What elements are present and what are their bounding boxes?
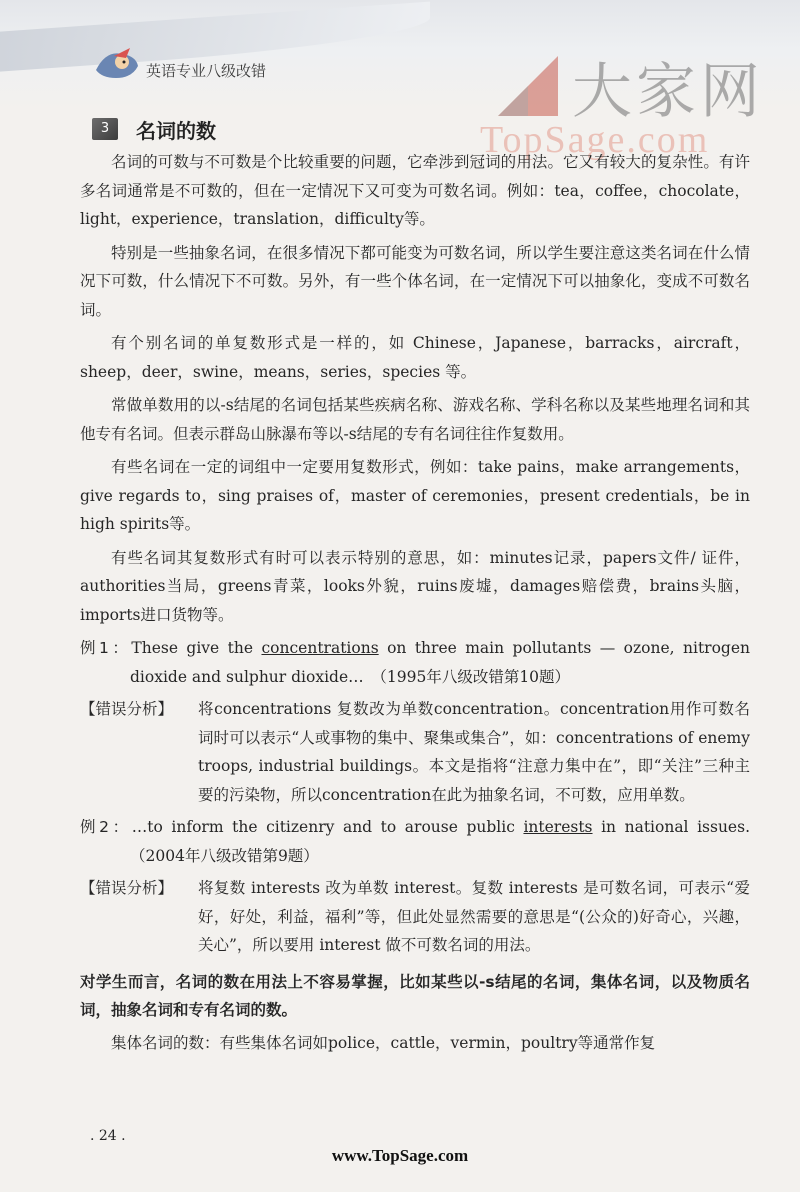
analysis-label: 【错误分析】	[80, 879, 174, 897]
paragraph: 特别是一些抽象名词，在很多情况下都可能变为可数名词，所以学生要注意这类名词在什么情况下可数，什么情况下不可数。另外，有一些个体名词，在一定情况下可以抽象化，变成不可数名词。	[80, 243, 750, 319]
analysis-2	[80, 874, 750, 960]
watermark-logo	[480, 38, 780, 161]
footer-url: www.TopSage.com	[331, 1146, 469, 1165]
paragraph: 常做单数用的以-s结尾的名词包括某些疾病名称、游戏名称、学科名称以及某些地理名词和其他专有名词。但表示群岛山脉瀑布等以-s结尾的专有名词往往作复数用。	[80, 396, 750, 443]
example-label: 例2：	[80, 818, 132, 836]
section-title: 名词的数	[136, 119, 216, 143]
collective-nouns-paragraph: 集体名词的数：有些集体名词如police，cattle，vermin，poultry等通常作复	[111, 1033, 656, 1052]
example-1	[80, 634, 750, 691]
example-text: These give the	[131, 639, 262, 657]
example-2	[80, 813, 766, 870]
analysis-1	[80, 695, 750, 809]
book-title: 英语专业八级改错	[146, 62, 267, 80]
section-number-badge: 3	[92, 118, 118, 140]
analysis-text: 将复数 interests 改为单数 interest。复数 interests 是可数名词，可表示“爱好，好处，利益，福利”等，但此处显然需要的意思是“(公众的)好奇心，兴趣，关心”，所以要用 interest 做不可数名词的用法。	[198, 879, 750, 954]
example-text: on three main pollutants — ozone, nitrogen dioxide and sulphur dioxide… （1995年八级改错第10题）	[130, 639, 750, 686]
example-error-word: concentrations	[261, 639, 379, 657]
example-text: …to inform the citizenry and to arouse public	[131, 818, 524, 836]
watermark-triangle-icon	[488, 46, 568, 126]
example-label: 例1：	[80, 639, 132, 657]
example-text: in national issues. （2004年八级改错第9题）	[130, 818, 766, 865]
watermark-site-text: TopSage.com	[480, 119, 710, 161]
body-text	[80, 148, 766, 1057]
analysis-label: 【错误分析】	[80, 700, 174, 718]
example-error-word: interests	[523, 818, 593, 836]
mascot-icon	[92, 44, 142, 82]
paragraph: 有些名词其复数形式有时可以表示特别的意思，如：minutes记录，papers文件/ 证件，authorities当局，greens青菜，looks外貌，ruins废墟，damages赔偿费，brains头脑，imports进口货物等。	[80, 548, 750, 624]
watermark-logo-text: 大家网	[572, 57, 764, 127]
analysis-text: 将concentrations 复数改为单数concentration。concentration用作可数名词时可以表示“人或事物的集中、聚集或集合”，如：concentrations of enemy troops, industrial buildings。本文是指将“注意力集中在”，即“关注”三种主要的污染物，所以concentration在此为抽象名词，不可数，应用单数。	[198, 700, 750, 804]
paragraph: 名词的可数与不可数是个比较重要的问题，它牵涉到冠词的用法。它又有较大的复杂性。有许多名词通常是不可数的，但在一定情况下又可变为可数名词。例如：tea，coffee，chocolate，light，experience，translation，difficulty等。	[80, 153, 750, 228]
paragraph: 有些名词在一定的词组中一定要用复数形式，例如：take pains，make arrangements，give regards to，sing praises of，master of ceremonies，present credentials，be in high spirits等。	[80, 458, 750, 533]
summary-paragraph: 对学生而言，名词的数在用法上不容易掌握，比如某些以-s结尾的名词，集体名词，以及物质名词，抽象名词和专有名词的数。	[80, 972, 750, 1019]
page-number: . 24 .	[90, 1128, 126, 1144]
paragraph: 有个别名词的单复数形式是一样的，如 Chinese，Japanese，barracks，aircraft，sheep，deer，swine，means，series，species 等。	[80, 334, 750, 381]
